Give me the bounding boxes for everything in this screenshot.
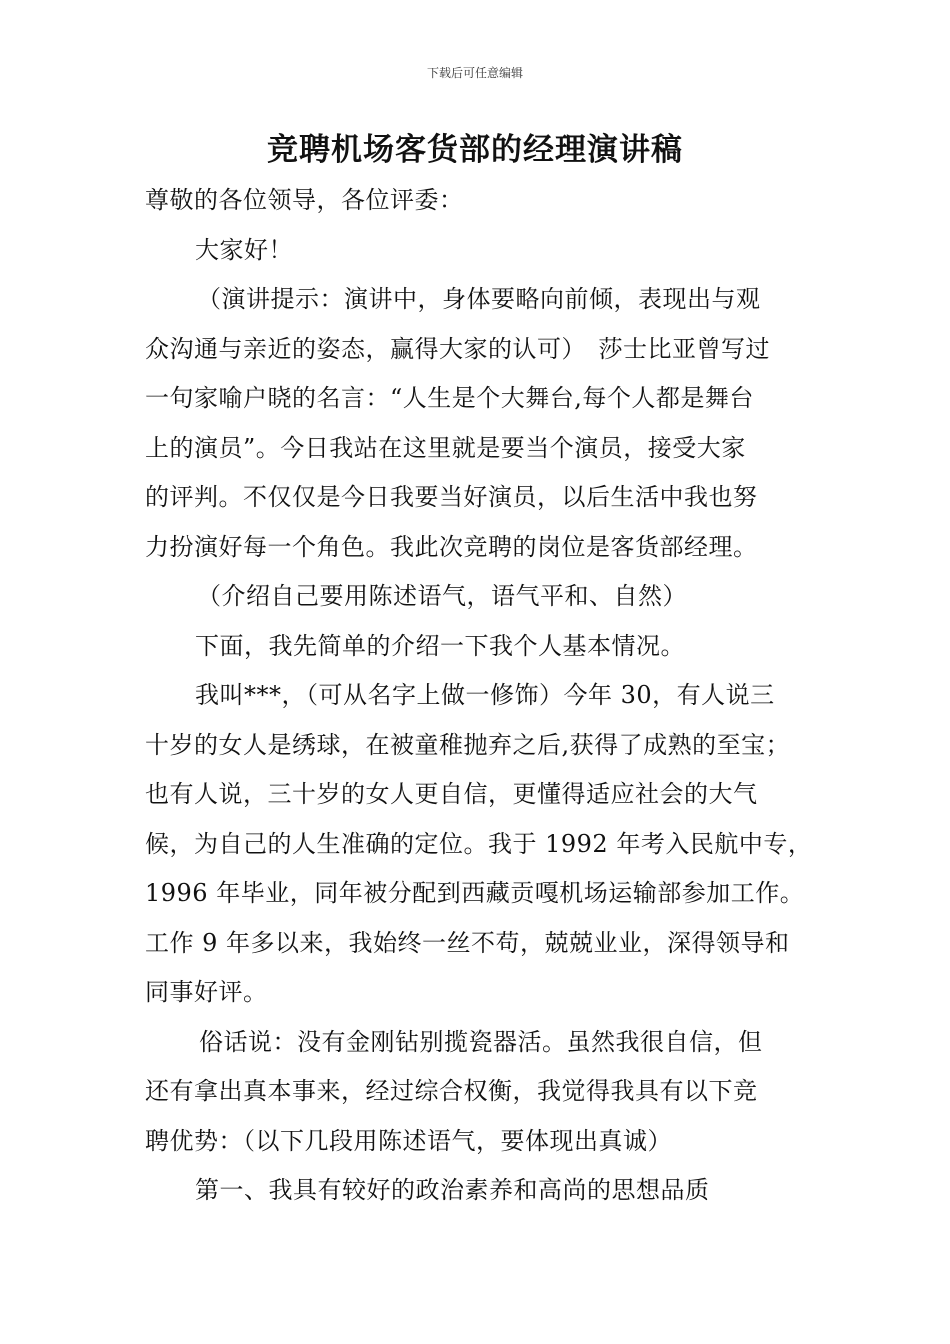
paragraph-line: 同事好评。: [145, 978, 268, 1006]
paragraph-line: 也有人说，三十岁的女人更自信，更懂得适应社会的大气: [145, 780, 758, 808]
paragraph-line: 众沟通与亲近的姿态，赢得大家的认可） 莎士比亚曾写过: [145, 334, 770, 363]
paragraph-line: 候，为自己的人生准确的定位。我于 1992 年考入民航中专，: [145, 829, 813, 858]
paragraph-line: 第一、我具有较好的政治素养和高尚的思想品质: [195, 1176, 710, 1204]
paragraph-line: （演讲提示：演讲中，身体要略向前倾，表现出与观: [197, 285, 761, 313]
paragraph-line: （介绍自己要用陈述语气，语气平和、自然）: [197, 582, 687, 610]
document-body: [145, 176, 835, 1216]
paragraph-line: 下面，我先简单的介绍一下我个人基本情况。: [195, 631, 685, 660]
paragraph-line: 还有拿出真本事来，经过综合权衡，我觉得我具有以下竞: [145, 1077, 758, 1105]
paragraph-line: 的评判。不仅仅是今日我要当好演员，以后生活中我也努: [145, 483, 758, 511]
paragraph-line: 俗话说：没有金刚钻别揽瓷器活。虽然我很自信，但: [199, 1027, 763, 1056]
header-note: 下载后可任意编辑: [426, 66, 523, 80]
paragraph-line: 聘优势：（以下几段用陈述语气，要体现出真诚）: [145, 1126, 672, 1155]
paragraph-line: 1996 年毕业，同年被分配到西藏贡嘎机场运输部参加工作。: [145, 879, 805, 907]
paragraph-line: 我叫***，（可从名字上做一修饰）今年 30，有人说三: [195, 681, 775, 709]
paragraph-line: 工作 9 年多以来，我始终一丝不苟，兢兢业业，深得领导和: [145, 928, 790, 957]
greeting-line: 大家好！: [195, 235, 293, 264]
paragraph-line: 力扮演好每一个角色。我此次竞聘的岗位是客货部经理。: [145, 532, 758, 561]
paragraph-line: 十岁的女人是绣球，在被童稚抛弃之后,获得了成熟的至宝；: [145, 730, 791, 759]
paragraph-line: 上的演员”。今日我站在这里就是要当个演员，接受大家: [145, 433, 746, 462]
document-title: 竞聘机场客货部的经理演讲稿: [267, 132, 683, 168]
paragraph-line: 一句家喻户晓的名言：“人生是个大舞台,每个人都是舞台: [145, 384, 754, 412]
salutation-line: 尊敬的各位领导，各位评委：: [145, 186, 464, 214]
